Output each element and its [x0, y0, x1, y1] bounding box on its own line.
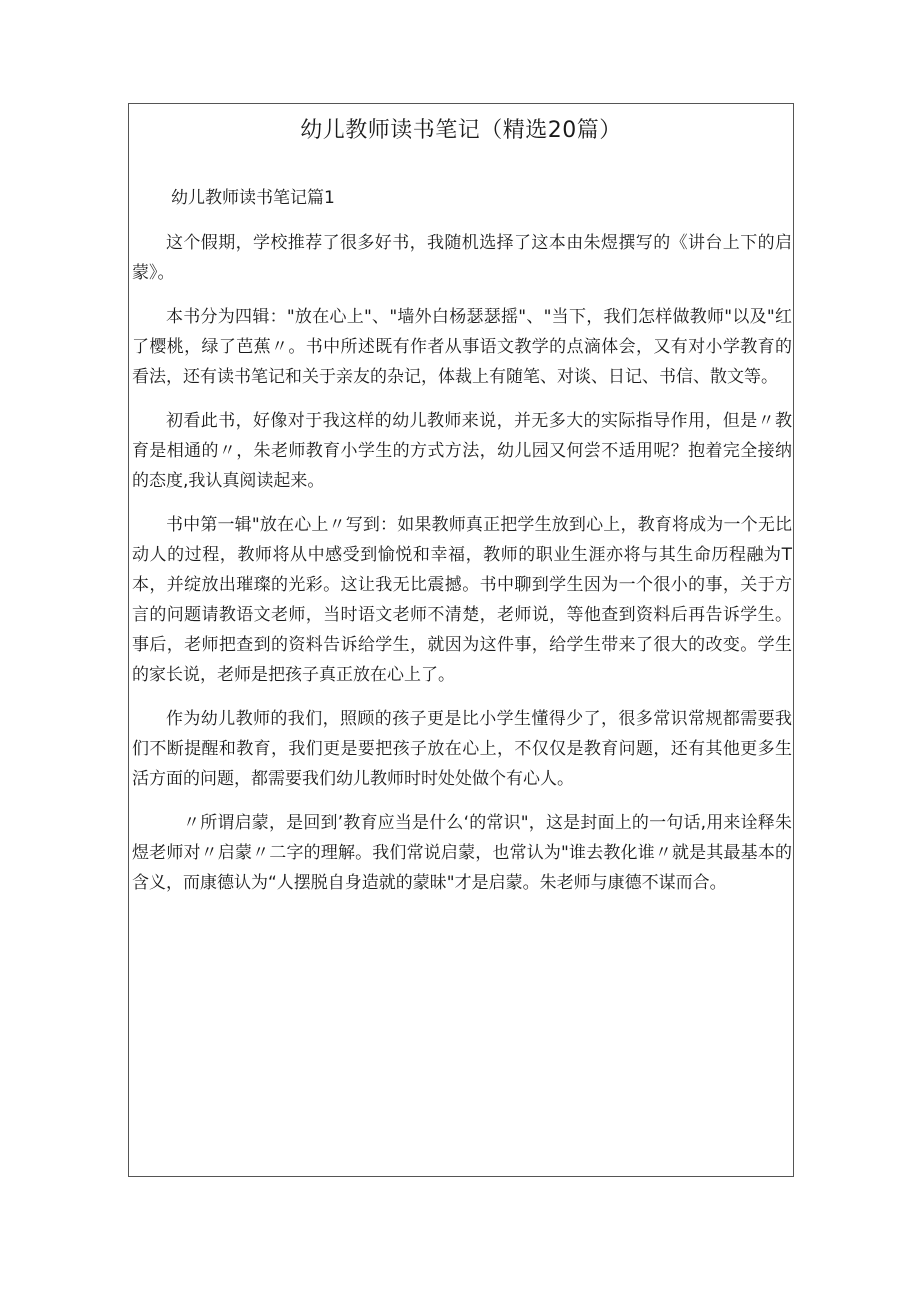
document-page — [128, 103, 794, 1177]
paragraph-1: 这个假期，学校推荐了很多好书，我随机选择了这本由朱煜撰写的《讲台上下的启蒙》。 — [132, 233, 792, 283]
document-body — [132, 228, 792, 912]
document-title: 幼儿教师读书笔记（精选20篇） — [300, 118, 622, 143]
paragraph-6: 〃所谓启蒙，是回到’教育应当是什么‘的常识"，这是封面上的一句话,用来诠释朱煜老师对〃启蒙〃二字的理解。我们常说启蒙，也常认为"谁去教化谁〃就是其最基本的含义，而康德认为“人摆脱自身造就的蒙昧"才是启蒙。朱老师与康德不谋而合。 — [132, 813, 792, 893]
section-heading: 幼儿教师读书笔记篇1 — [171, 188, 335, 208]
paragraph-5: 作为幼儿教师的我们，照顾的孩子更是比小学生懂得少了，很多常识常规都需要我们不断提醒和教育，我们更是要把孩子放在心上，不仅仅是教育问题，还有其他更多生活方面的问题，都需要我们幼儿教师时时处处做个有心人。 — [132, 709, 792, 789]
paragraph-3: 初看此书，好像对于我这样的幼儿教师来说，并无多大的实际指导作用，但是〃教育是相通的〃，朱老师教育小学生的方式方法，幼儿园又何尝不适用呢？抱着完全接纳的态度,我认真阅读起来。 — [132, 411, 792, 491]
paragraph-4: 书中第一辑"放在心上〃写到：如果教师真正把学生放到心上，教育将成为一个无比动人的过程，教师将从中感受到愉悦和幸福，教师的职业生涯亦将与其生命历程融为T本，并绽放出璀璨的光彩。这让我无比震撼。书中聊到学生因为一个很小的事，关于方言的问题请教语文老师，当时语文老师不清楚，老师说，等他查到资料后再告诉学生。事后，老师把查到的资料告诉给学生，就因为这件事，给学生带来了很大的改变。学生的家长说，老师是把孩子真正放在心上了。 — [132, 515, 792, 685]
paragraph-2: 本书分为四辑："放在心上"、"墙外白杨瑟瑟摇"、"当下，我们怎样做教师"以及"红了樱桃，绿了芭蕉〃。书中所述既有作者从事语文教学的点滴体会，又有对小学教育的看法，还有读书笔记和关于亲友的杂记，体裁上有随笔、对谈、日记、书信、散文等。 — [132, 307, 792, 387]
